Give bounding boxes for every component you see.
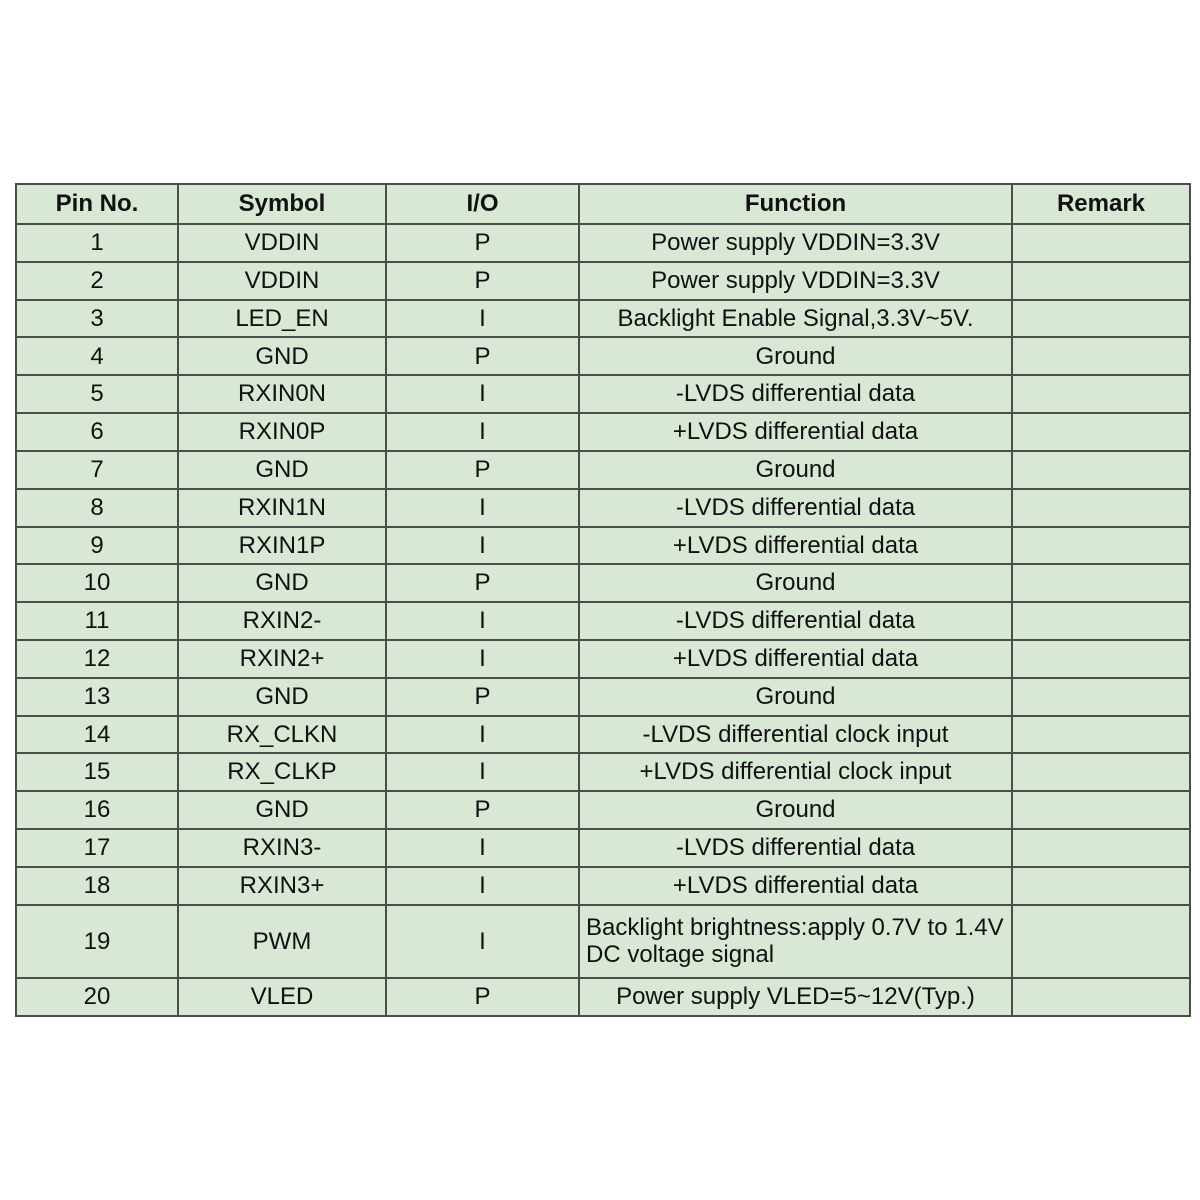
function-cell: -LVDS differential data [579, 602, 1012, 640]
table-row [16, 224, 1190, 262]
io-cell: I [386, 829, 579, 867]
io-cell: P [386, 978, 579, 1016]
remark-cell [1012, 337, 1190, 375]
function-cell: +LVDS differential data [579, 640, 1012, 678]
header-symbol: Symbol [178, 184, 386, 224]
remark-cell [1012, 753, 1190, 791]
function-cell: -LVDS differential data [579, 829, 1012, 867]
pin-no-cell: 7 [16, 451, 178, 489]
io-cell: I [386, 300, 579, 338]
remark-cell [1012, 262, 1190, 300]
symbol-cell: RX_CLKN [178, 716, 386, 754]
io-cell: I [386, 716, 579, 754]
function-cell: Ground [579, 791, 1012, 829]
symbol-cell: PWM [178, 905, 386, 979]
remark-cell [1012, 489, 1190, 527]
table-row [16, 489, 1190, 527]
table-row [16, 300, 1190, 338]
io-cell: I [386, 640, 579, 678]
function-cell: Power supply VLED=5~12V(Typ.) [579, 978, 1012, 1016]
symbol-cell: GND [178, 451, 386, 489]
table-row [16, 978, 1190, 1016]
table-row [16, 564, 1190, 602]
table-row [16, 867, 1190, 905]
function-cell: Power supply VDDIN=3.3V [579, 262, 1012, 300]
pin-no-cell: 14 [16, 716, 178, 754]
pin-no-cell: 8 [16, 489, 178, 527]
io-cell: I [386, 602, 579, 640]
table-row [16, 527, 1190, 565]
function-cell: +LVDS differential clock input [579, 753, 1012, 791]
remark-cell [1012, 413, 1190, 451]
pin-no-cell: 13 [16, 678, 178, 716]
header-pin-no: Pin No. [16, 184, 178, 224]
function-cell: Power supply VDDIN=3.3V [579, 224, 1012, 262]
function-cell: Ground [579, 451, 1012, 489]
symbol-cell: VDDIN [178, 262, 386, 300]
pin-no-cell: 3 [16, 300, 178, 338]
function-cell: Backlight Enable Signal,3.3V~5V. [579, 300, 1012, 338]
symbol-cell: GND [178, 564, 386, 602]
pin-assignment-sheet [15, 183, 1189, 1017]
io-cell: P [386, 564, 579, 602]
pin-no-cell: 11 [16, 602, 178, 640]
table-body [16, 224, 1190, 1016]
table-row [16, 375, 1190, 413]
remark-cell [1012, 527, 1190, 565]
io-cell: P [386, 451, 579, 489]
pin-no-cell: 9 [16, 527, 178, 565]
symbol-cell: RX_CLKP [178, 753, 386, 791]
io-cell: I [386, 375, 579, 413]
table-row [16, 640, 1190, 678]
symbol-cell: RXIN2+ [178, 640, 386, 678]
pin-no-cell: 19 [16, 905, 178, 979]
symbol-cell: RXIN1N [178, 489, 386, 527]
pin-no-cell: 16 [16, 791, 178, 829]
remark-cell [1012, 829, 1190, 867]
function-cell: Ground [579, 337, 1012, 375]
table-row [16, 413, 1190, 451]
table-row [16, 451, 1190, 489]
function-cell: Ground [579, 564, 1012, 602]
remark-cell [1012, 640, 1190, 678]
header-function: Function [579, 184, 1012, 224]
table-row [16, 716, 1190, 754]
header-row [16, 184, 1190, 224]
symbol-cell: GND [178, 678, 386, 716]
symbol-cell: GND [178, 337, 386, 375]
pin-no-cell: 20 [16, 978, 178, 1016]
remark-cell [1012, 867, 1190, 905]
remark-cell [1012, 300, 1190, 338]
io-cell: P [386, 678, 579, 716]
io-cell: P [386, 791, 579, 829]
symbol-cell: GND [178, 791, 386, 829]
symbol-cell: RXIN2- [178, 602, 386, 640]
pin-no-cell: 15 [16, 753, 178, 791]
table-row [16, 905, 1190, 979]
function-cell: +LVDS differential data [579, 867, 1012, 905]
symbol-cell: RXIN3- [178, 829, 386, 867]
pin-no-cell: 1 [16, 224, 178, 262]
pin-no-cell: 10 [16, 564, 178, 602]
table-row [16, 678, 1190, 716]
function-cell: -LVDS differential data [579, 375, 1012, 413]
remark-cell [1012, 564, 1190, 602]
pin-no-cell: 17 [16, 829, 178, 867]
io-cell: I [386, 527, 579, 565]
remark-cell [1012, 905, 1190, 979]
io-cell: P [386, 262, 579, 300]
function-cell: Ground [579, 678, 1012, 716]
io-cell: I [386, 867, 579, 905]
io-cell: I [386, 753, 579, 791]
io-cell: P [386, 337, 579, 375]
remark-cell [1012, 791, 1190, 829]
pin-no-cell: 4 [16, 337, 178, 375]
table-row [16, 753, 1190, 791]
symbol-cell: RXIN0P [178, 413, 386, 451]
table-row [16, 791, 1190, 829]
remark-cell [1012, 224, 1190, 262]
pin-no-cell: 5 [16, 375, 178, 413]
table-row [16, 829, 1190, 867]
table-row [16, 602, 1190, 640]
table-row [16, 337, 1190, 375]
function-cell: +LVDS differential data [579, 527, 1012, 565]
symbol-cell: LED_EN [178, 300, 386, 338]
header-io: I/O [386, 184, 579, 224]
symbol-cell: VDDIN [178, 224, 386, 262]
io-cell: I [386, 905, 579, 979]
function-cell: -LVDS differential data [579, 489, 1012, 527]
io-cell: P [386, 224, 579, 262]
remark-cell [1012, 451, 1190, 489]
header-remark: Remark [1012, 184, 1190, 224]
pin-no-cell: 2 [16, 262, 178, 300]
symbol-cell: VLED [178, 978, 386, 1016]
remark-cell [1012, 678, 1190, 716]
remark-cell [1012, 716, 1190, 754]
io-cell: I [386, 489, 579, 527]
pin-no-cell: 18 [16, 867, 178, 905]
function-cell: Backlight brightness:apply 0.7V to 1.4V DC voltage signal [579, 905, 1012, 979]
symbol-cell: RXIN1P [178, 527, 386, 565]
function-cell: +LVDS differential data [579, 413, 1012, 451]
remark-cell [1012, 978, 1190, 1016]
remark-cell [1012, 602, 1190, 640]
function-cell: -LVDS differential clock input [579, 716, 1012, 754]
pin-assignment-table [15, 183, 1191, 1017]
table-row [16, 262, 1190, 300]
pin-no-cell: 12 [16, 640, 178, 678]
io-cell: I [386, 413, 579, 451]
symbol-cell: RXIN0N [178, 375, 386, 413]
pin-no-cell: 6 [16, 413, 178, 451]
remark-cell [1012, 375, 1190, 413]
symbol-cell: RXIN3+ [178, 867, 386, 905]
